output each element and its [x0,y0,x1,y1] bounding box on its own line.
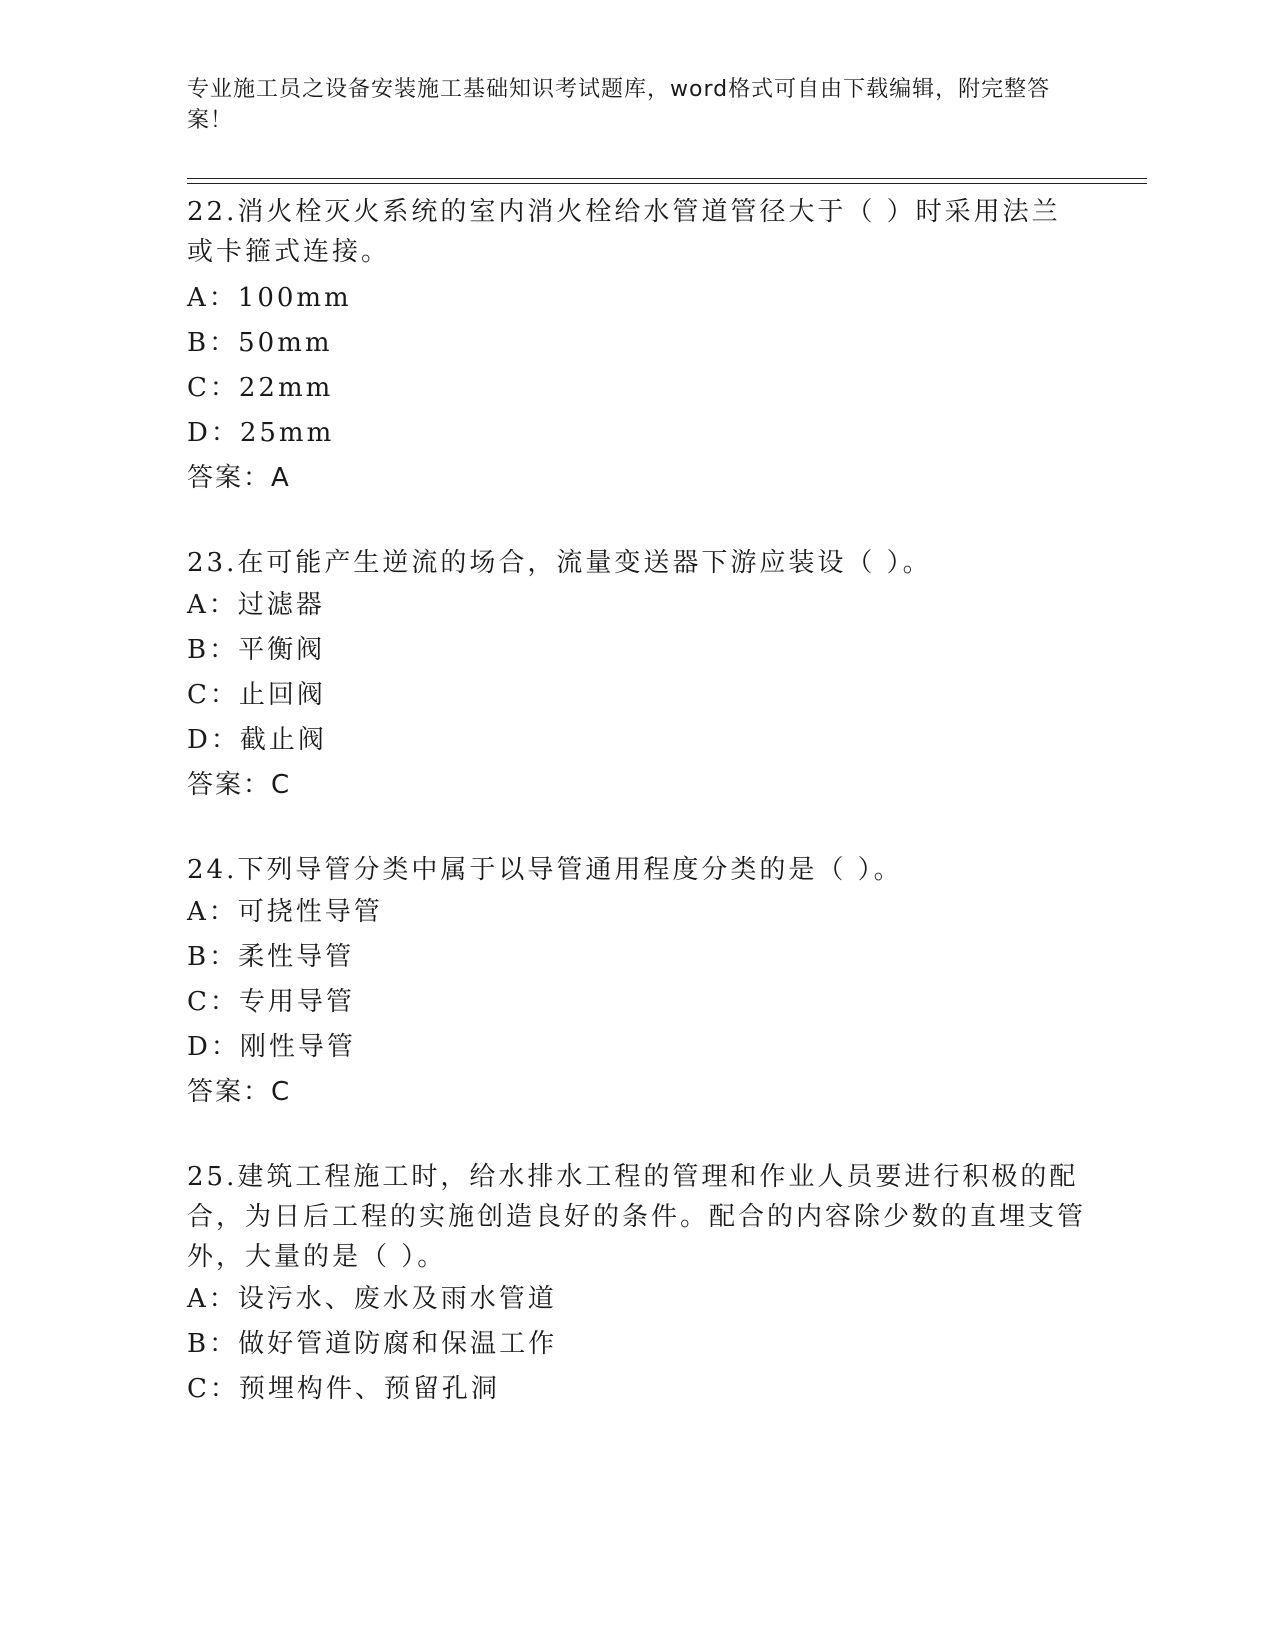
question-stem: 22.消火栓灭火系统的室内消火栓给水管道管径大于（ ）时采用法兰或卡箍式连接。 [187,197,1061,267]
question-stem: 25.建筑工程施工时，给水排水工程的管理和作业人员要进行积极的配合，为日后工程的实施创造良好的条件。配合的内容除少数的直埋支管外，大量的是（ ）。 [187,1162,1087,1272]
answer: 答案：C [187,770,292,800]
option-b: B：柔性导管 [187,942,355,972]
option-d: D：截止阀 [187,725,327,755]
document-header: 专业施工员之设备安装施工基础知识考试题库，word格式可自由下载编辑，附完整答案！ [187,77,1051,133]
option-c: C：预埋构件、预留孔洞 [187,1374,500,1404]
option-a: A：100mm [187,283,352,313]
header-divider-bottom [187,183,1147,184]
option-d: D：刚性导管 [187,1032,356,1062]
option-b: B：做好管道防腐和保温工作 [187,1329,558,1359]
question-list [187,192,1087,1454]
option-c: C：专用导管 [187,987,355,1017]
option-d: D：25mm [187,418,335,448]
answer: 答案：C [187,1077,292,1107]
option-a: A：可挠性导管 [187,897,383,927]
option-b: B：50mm [187,328,333,358]
option-b: B：平衡阀 [187,635,326,665]
option-a: A：过滤器 [187,590,325,620]
question-25 [187,1157,1087,1412]
question-stem: 23.在可能产生逆流的场合，流量变送器下游应装设（ ）。 [187,548,932,578]
option-c: C：22mm [187,373,334,403]
question-stem: 24.下列导管分类中属于以导管通用程度分类的是（ ）。 [187,855,903,885]
question-24 [187,850,1087,1115]
question-22 [187,192,1087,501]
question-23 [187,543,1087,808]
option-a: A：设污水、废水及雨水管道 [187,1284,557,1314]
answer: 答案：A [187,463,291,493]
header-divider-top [187,178,1147,179]
option-c: C：止回阀 [187,680,326,710]
